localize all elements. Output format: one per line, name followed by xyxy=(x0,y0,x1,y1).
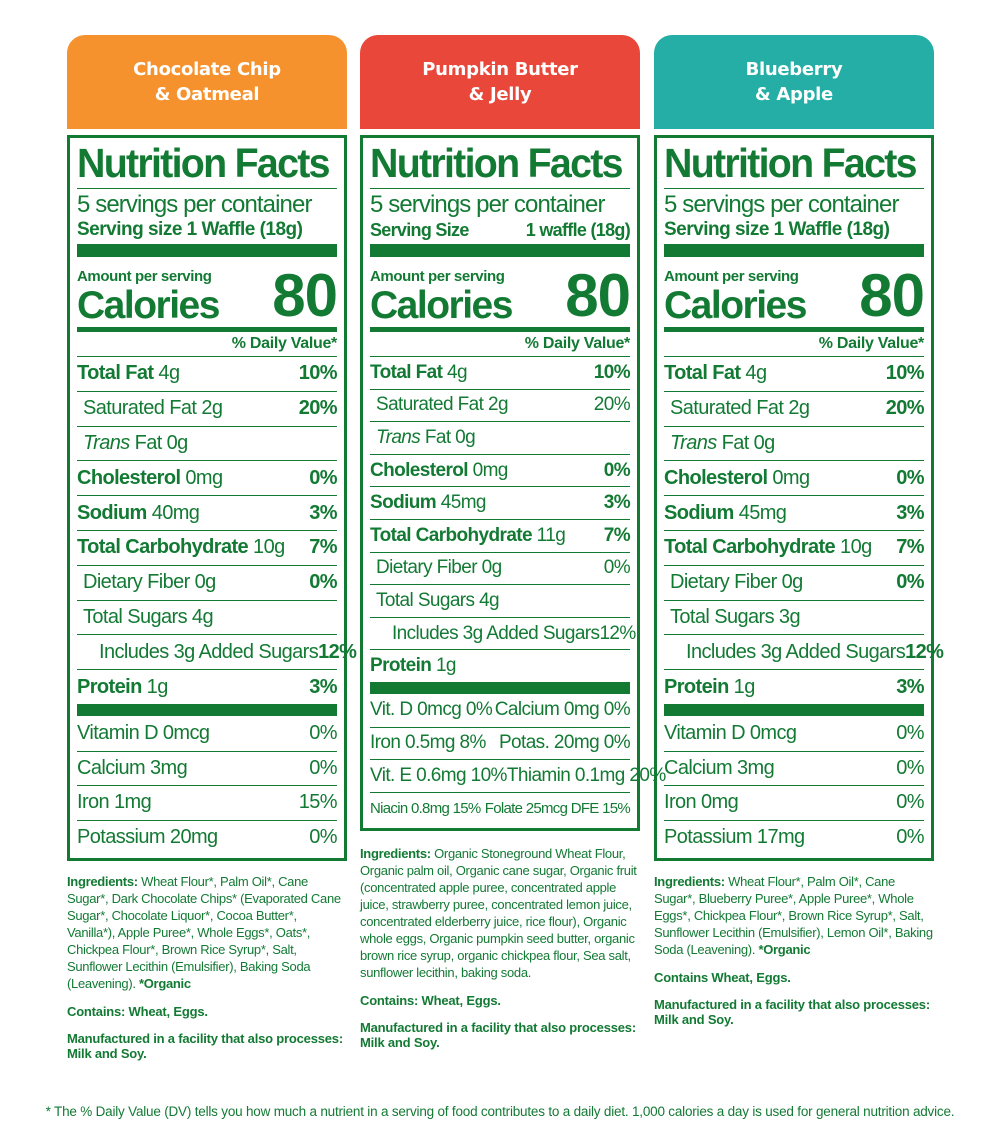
product-header xyxy=(654,35,934,129)
amount-per-serving: Amount per serving xyxy=(664,268,799,285)
nutrient-row-sodium: Sodium 45mg 3% xyxy=(370,486,630,519)
nutrition-facts-title: Nutrition Facts xyxy=(664,140,916,186)
nutrient-row-dietary-fiber: Dietary Fiber 0g 0% xyxy=(664,565,924,600)
nutrient-row-protein: Protein 1g xyxy=(370,649,630,682)
nutrition-facts-title: Nutrition Facts xyxy=(77,140,329,186)
vitamin-pair-row: Iron 0.5mg 8% Potas. 20mg 0% xyxy=(370,727,630,760)
nutrient-row-cholesterol: Cholesterol 0mg 0% xyxy=(77,460,337,495)
ingredients-text: Ingredients: Wheat Flour*, Palm Oil*, Cane Sugar*, Blueberry Puree*, Apple Puree*, Whole Eggs*, Chickpea Flour*, Brown Rice Syrup*, Salt, Sunflower Lecithin (Emulsifier), Lemon Oil*, Baking Soda (Leavening). *Organic xyxy=(654,874,933,958)
calories-value: 80 xyxy=(272,262,337,329)
daily-value-header: % Daily Value* xyxy=(370,327,630,356)
nutrient-row-total-sugars: Total Sugars 4g xyxy=(77,600,337,635)
nutrient-row-total-fat: Total Fat 4g 10% xyxy=(370,356,630,389)
nutrient-row-total-carbohydrate: Total Carbohydrate 10g 7% xyxy=(664,530,924,565)
calories-label: Calories xyxy=(664,284,806,327)
calories-label: Calories xyxy=(370,284,512,327)
nutrient-row-sodium: Sodium 40mg 3% xyxy=(77,495,337,530)
nutrition-facts-label xyxy=(360,135,666,831)
nutrient-row-protein: Protein 1g 3% xyxy=(664,669,924,704)
nutrient-row-trans-fat: Trans Fat 0g xyxy=(77,426,337,461)
nutrient-row-added-sugars: Includes 3g Added Sugars 12% xyxy=(664,634,924,669)
amount-per-serving: Amount per serving xyxy=(370,268,505,285)
vitamin-grid xyxy=(370,694,666,824)
vitamin-row: Calcium 3mg 0% xyxy=(664,751,924,786)
nutrition-facts-label xyxy=(67,135,357,861)
calories-value: 80 xyxy=(859,262,924,329)
vitamin-pair-row: Vit. D 0mcg 0% Calcium 0mg 0% xyxy=(370,699,630,721)
daily-value-header: % Daily Value* xyxy=(77,327,337,356)
daily-value-footnote: * The % Daily Value (DV) tells you how much a nutrient in a serving of food contributes to a daily diet. 1,000 calories a day is used for general nutrition advice. xyxy=(45,1104,955,1119)
nutrition-facts-title: Nutrition Facts xyxy=(370,140,622,186)
nutrient-row-total-fat: Total Fat 4g 10% xyxy=(77,356,337,391)
facility-statement: Manufactured in a facility that also processes: Milk and Soy. xyxy=(654,997,930,1028)
thick-divider xyxy=(77,704,337,716)
nutrient-row-saturated-fat: Saturated Fat 2g 20% xyxy=(370,389,630,422)
thick-divider xyxy=(664,244,924,257)
ingredients-text: Ingredients: Wheat Flour*, Palm Oil*, Cane Sugar*, Dark Chocolate Chips* (Evaporated Cane Sugar*, Chocolate Liquor*, Cocoa Butter*, Vanilla*), Apple Puree*, Whole Eggs*, Oats*, Chickpea Flour*, Brown Rice Syrup*, Salt, Sunflower Lecithin (Emulsifier), Baking Soda (Leavening). *Organic xyxy=(67,874,341,992)
allergen-contains: Contains Wheat, Eggs. xyxy=(654,970,791,986)
serving-size: Serving Size 1 waffle (18g) xyxy=(370,220,630,240)
vitamin-row: Iron 0mg 0% xyxy=(664,785,924,820)
nutrient-row-protein: Protein 1g 3% xyxy=(77,669,337,704)
facility-statement: Manufactured in a facility that also processes: Milk and Soy. xyxy=(67,1031,343,1062)
product-name-line1: Chocolate Chip xyxy=(133,59,281,80)
nutrient-row-dietary-fiber: Dietary Fiber 0g 0% xyxy=(77,565,337,600)
calories-value: 80 xyxy=(565,262,630,329)
nutrient-row-cholesterol: Cholesterol 0mg 0% xyxy=(370,454,630,487)
facility-statement: Manufactured in a facility that also processes: Milk and Soy. xyxy=(360,1020,636,1051)
nutrient-row-cholesterol: Cholesterol 0mg 0% xyxy=(664,460,924,495)
calories-block xyxy=(77,257,337,327)
nutrient-row-total-carbohydrate: Total Carbohydrate 10g 7% xyxy=(77,530,337,565)
product-column-chocolate-chip xyxy=(67,35,357,1062)
vitamin-row: Calcium 3mg 0% xyxy=(77,751,337,786)
product-header xyxy=(360,35,640,129)
thick-divider xyxy=(370,244,630,257)
product-column-pumpkin-butter xyxy=(360,35,666,1051)
nutrient-row-total-sugars: Total Sugars 4g xyxy=(370,584,630,617)
nutrient-row-trans-fat: Trans Fat 0g xyxy=(664,426,924,461)
nutrient-row-total-sugars: Total Sugars 3g xyxy=(664,600,924,635)
vitamin-row: Vitamin D 0mcg 0% xyxy=(77,721,337,744)
vitamin-row: Potassium 20mg 0% xyxy=(77,820,337,855)
thick-divider xyxy=(370,682,630,694)
calories-label: Calories xyxy=(77,284,219,327)
nutrient-row-saturated-fat: Saturated Fat 2g 20% xyxy=(77,391,337,426)
nutrition-facts-label xyxy=(654,135,944,861)
product-name-line2: & Oatmeal xyxy=(154,84,260,105)
nutrient-row-dietary-fiber: Dietary Fiber 0g 0% xyxy=(370,552,630,585)
thick-divider xyxy=(664,704,924,716)
nutrient-row-saturated-fat: Saturated Fat 2g 20% xyxy=(664,391,924,426)
vitamin-pair-row: Niacin 0.8mg 15% Folate 25mcg DFE 15% xyxy=(370,792,630,825)
allergen-contains: Contains: Wheat, Eggs. xyxy=(360,993,501,1009)
servings-per-container: 5 servings per container xyxy=(370,188,630,218)
nutrient-row-trans-fat: Trans Fat 0g xyxy=(370,421,630,454)
ingredients-text: Ingredients: Organic Stoneground Wheat Flour, Organic palm oil, Organic cane sugar, Organic fruit (concentrated apple puree, concentrated apple juice, strawberry puree, concentrated lemon juice, concentrated elderberry juice, rice flour), Organic whole eggs, Organic pumpkin seed butter, organic brown rice syrup, organic chickpea flour, Sea salt, sunflower lecithin, baking soda. xyxy=(360,846,637,981)
vitamin-row: Iron 1mg 15% xyxy=(77,785,337,820)
nutrient-row-total-fat: Total Fat 4g 10% xyxy=(664,356,924,391)
nutrient-row-added-sugars: Includes 3g Added Sugars 12% xyxy=(77,634,337,669)
daily-value-header: % Daily Value* xyxy=(664,327,924,356)
serving-size: Serving size 1 Waffle (18g) xyxy=(664,219,890,240)
product-name-line2: & Apple xyxy=(755,84,833,105)
calories-block xyxy=(370,257,630,327)
allergen-contains: Contains: Wheat, Eggs. xyxy=(67,1004,208,1020)
product-name-line2: & Jelly xyxy=(468,84,532,105)
serving-size: Serving size 1 Waffle (18g) xyxy=(77,219,303,240)
product-header xyxy=(67,35,347,129)
product-name-line1: Pumpkin Butter xyxy=(422,59,578,80)
product-name-line1: Blueberry xyxy=(745,59,843,80)
vitamin-row: Potassium 17mg 0% xyxy=(664,820,924,855)
vitamin-row: Vitamin D 0mcg 0% xyxy=(664,721,924,744)
servings-per-container: 5 servings per container xyxy=(664,188,924,218)
servings-per-container: 5 servings per container xyxy=(77,188,337,218)
calories-block xyxy=(664,257,924,327)
amount-per-serving: Amount per serving xyxy=(77,268,212,285)
nutrient-row-added-sugars: Includes 3g Added Sugars 12% xyxy=(370,617,630,650)
nutrient-row-total-carbohydrate: Total Carbohydrate 11g 7% xyxy=(370,519,630,552)
thick-divider xyxy=(77,244,337,257)
product-column-blueberry-apple xyxy=(654,35,944,1028)
nutrient-row-sodium: Sodium 45mg 3% xyxy=(664,495,924,530)
vitamin-pair-row: Vit. E 0.6mg 10% Thiamin 0.1mg 20% xyxy=(370,759,630,792)
